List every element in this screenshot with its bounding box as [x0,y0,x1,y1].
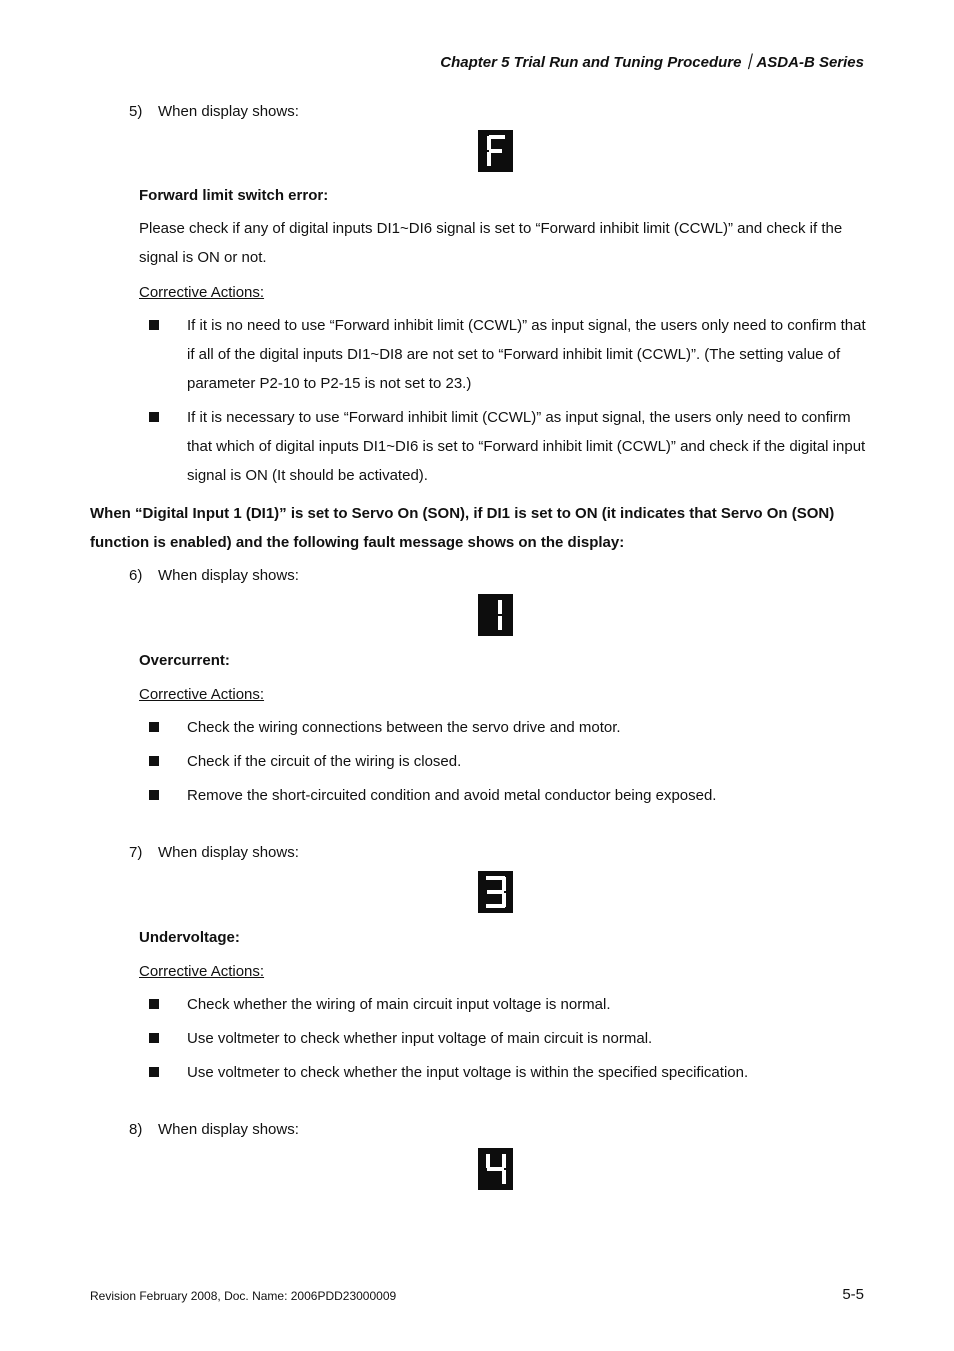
corrective-label: Corrective Actions: [139,963,265,980]
segment-1-icon [478,594,513,636]
seven-segment-display-3 [478,871,513,913]
action-item: Check the wiring connections between the servo drive and motor. [187,719,621,736]
action-item: If it is necessary to use “Forward inhibit limit (CCWL)” as input signal, the users only need to confirm that which of digital inputs DI1~DI6 is set to “Forward inhibit limit (CCWL)” and check if the digital input signal is ON (It should be activated). [187,409,866,484]
servo-on-note: When “Digital Input 1 (DI1)” is set to Servo On (SON), if DI1 is set to ON (it indicates that Servo On (SON) function is enabled) and the following fault message shows on the display: [90,505,835,551]
bullet-square-icon [149,320,159,330]
fault-description: Please check if any of digital inputs DI1~DI6 signal is set to “Forward inhibit limit (CCWL)” and check if the signal is ON or not. [139,220,843,266]
seven-segment-display-f [478,130,513,172]
step-number: 7) [129,844,143,861]
footer-revision: Revision February 2008, Doc. Name: 2006PDD23000009 [90,1289,397,1303]
step-lead: When display shows: [158,844,299,861]
action-item: Check if the circuit of the wiring is closed. [187,753,462,770]
bullet-square-icon [149,999,159,1009]
corrective-label: Corrective Actions: [139,686,265,703]
page-number: 5-5 [842,1286,864,1303]
seven-segment-display-1 [478,594,513,636]
segment-4-icon [478,1148,513,1190]
action-item: Use voltmeter to check whether the input voltage is within the specified specification. [187,1064,749,1081]
action-item: Use voltmeter to check whether input voltage of main circuit is normal. [187,1030,653,1047]
fault-heading: Forward limit switch error: [139,187,329,204]
segment-f-icon [478,130,513,172]
fault-heading: Overcurrent: [139,652,230,669]
segment-3-icon [478,871,513,913]
action-item: Check whether the wiring of main circuit input voltage is normal. [187,996,611,1013]
bullet-square-icon [149,790,159,800]
bullet-square-icon [149,412,159,422]
bullet-square-icon [149,722,159,732]
action-item: If it is no need to use “Forward inhibit limit (CCWL)” as input signal, the users only need to confirm that if all of the digital inputs DI1~DI8 are not set to “Forward inhibit limit (CCWL)”. (The setting value of parameter P2-10 to P2-15 is not set to 23.) [187,317,866,392]
step-number: 6) [129,567,143,584]
page-header: Chapter 5 Trial Run and Tuning Procedure｜ASDA-B Series [440,54,864,71]
fault-heading: Undervoltage: [139,929,240,946]
step-lead: When display shows: [158,103,299,120]
step-lead: When display shows: [158,567,299,584]
bullet-square-icon [149,1033,159,1043]
step-number: 5) [129,103,143,120]
seven-segment-display-4 [478,1148,513,1190]
corrective-label: Corrective Actions: [139,284,265,301]
step-lead: When display shows: [158,1121,299,1138]
step-number: 8) [129,1121,143,1138]
bullet-square-icon [149,756,159,766]
action-item: Remove the short-circuited condition and avoid metal conductor being exposed. [187,787,717,804]
bullet-square-icon [149,1067,159,1077]
